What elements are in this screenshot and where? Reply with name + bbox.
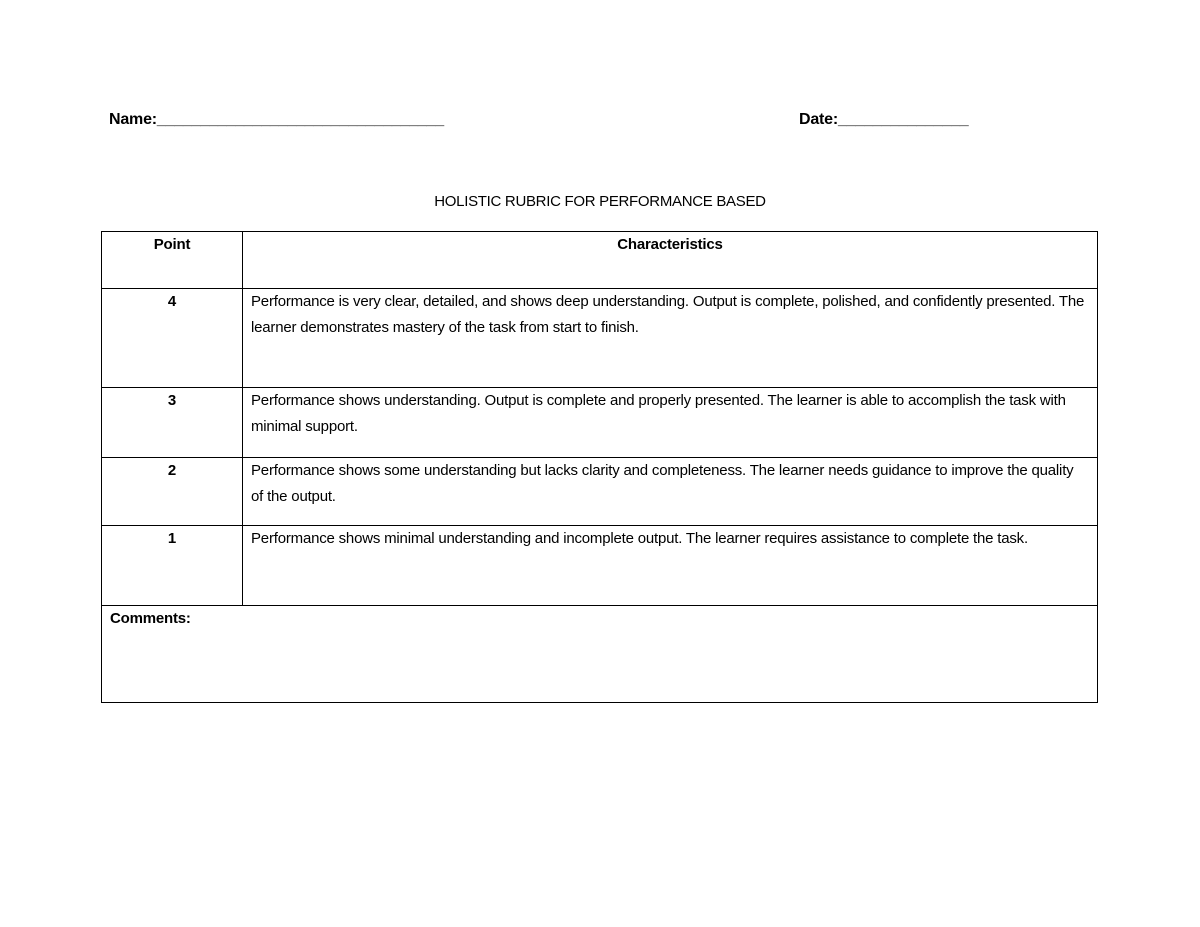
characteristics-cell: Performance shows understanding. Output is complete and properly presented. The learner is able to accomplish the task with minimal support.: [243, 388, 1098, 458]
point-cell: 3: [102, 388, 243, 458]
page-title: HOLISTIC RUBRIC FOR PERFORMANCE BASED: [434, 193, 766, 210]
table-row: [102, 458, 1098, 526]
point-cell: 4: [102, 289, 243, 388]
comments-label: Comments:: [102, 606, 1098, 703]
table-header-row: [102, 232, 1098, 289]
characteristics-cell: Performance is very clear, detailed, and shows deep understanding. Output is complete, polished, and confidently presented. The learner demonstrates mastery of the task from start to finish.: [243, 289, 1098, 388]
column-header-characteristics: Characteristics: [243, 232, 1098, 289]
table-row: [102, 526, 1098, 606]
name-field-label: Name:_________________________________: [109, 111, 444, 128]
point-cell: 2: [102, 458, 243, 526]
comments-row: [102, 606, 1098, 703]
date-field-label: Date:_______________: [799, 111, 969, 128]
characteristics-cell: Performance shows some understanding but lacks clarity and completeness. The learner needs guidance to improve the quality of the output.: [243, 458, 1098, 526]
characteristics-cell: Performance shows minimal understanding and incomplete output. The learner requires assistance to complete the task.: [243, 526, 1098, 606]
point-cell: 1: [102, 526, 243, 606]
table-row: [102, 388, 1098, 458]
column-header-point: Point: [102, 232, 243, 289]
rubric-table: [101, 231, 1098, 703]
table-row: [102, 289, 1098, 388]
